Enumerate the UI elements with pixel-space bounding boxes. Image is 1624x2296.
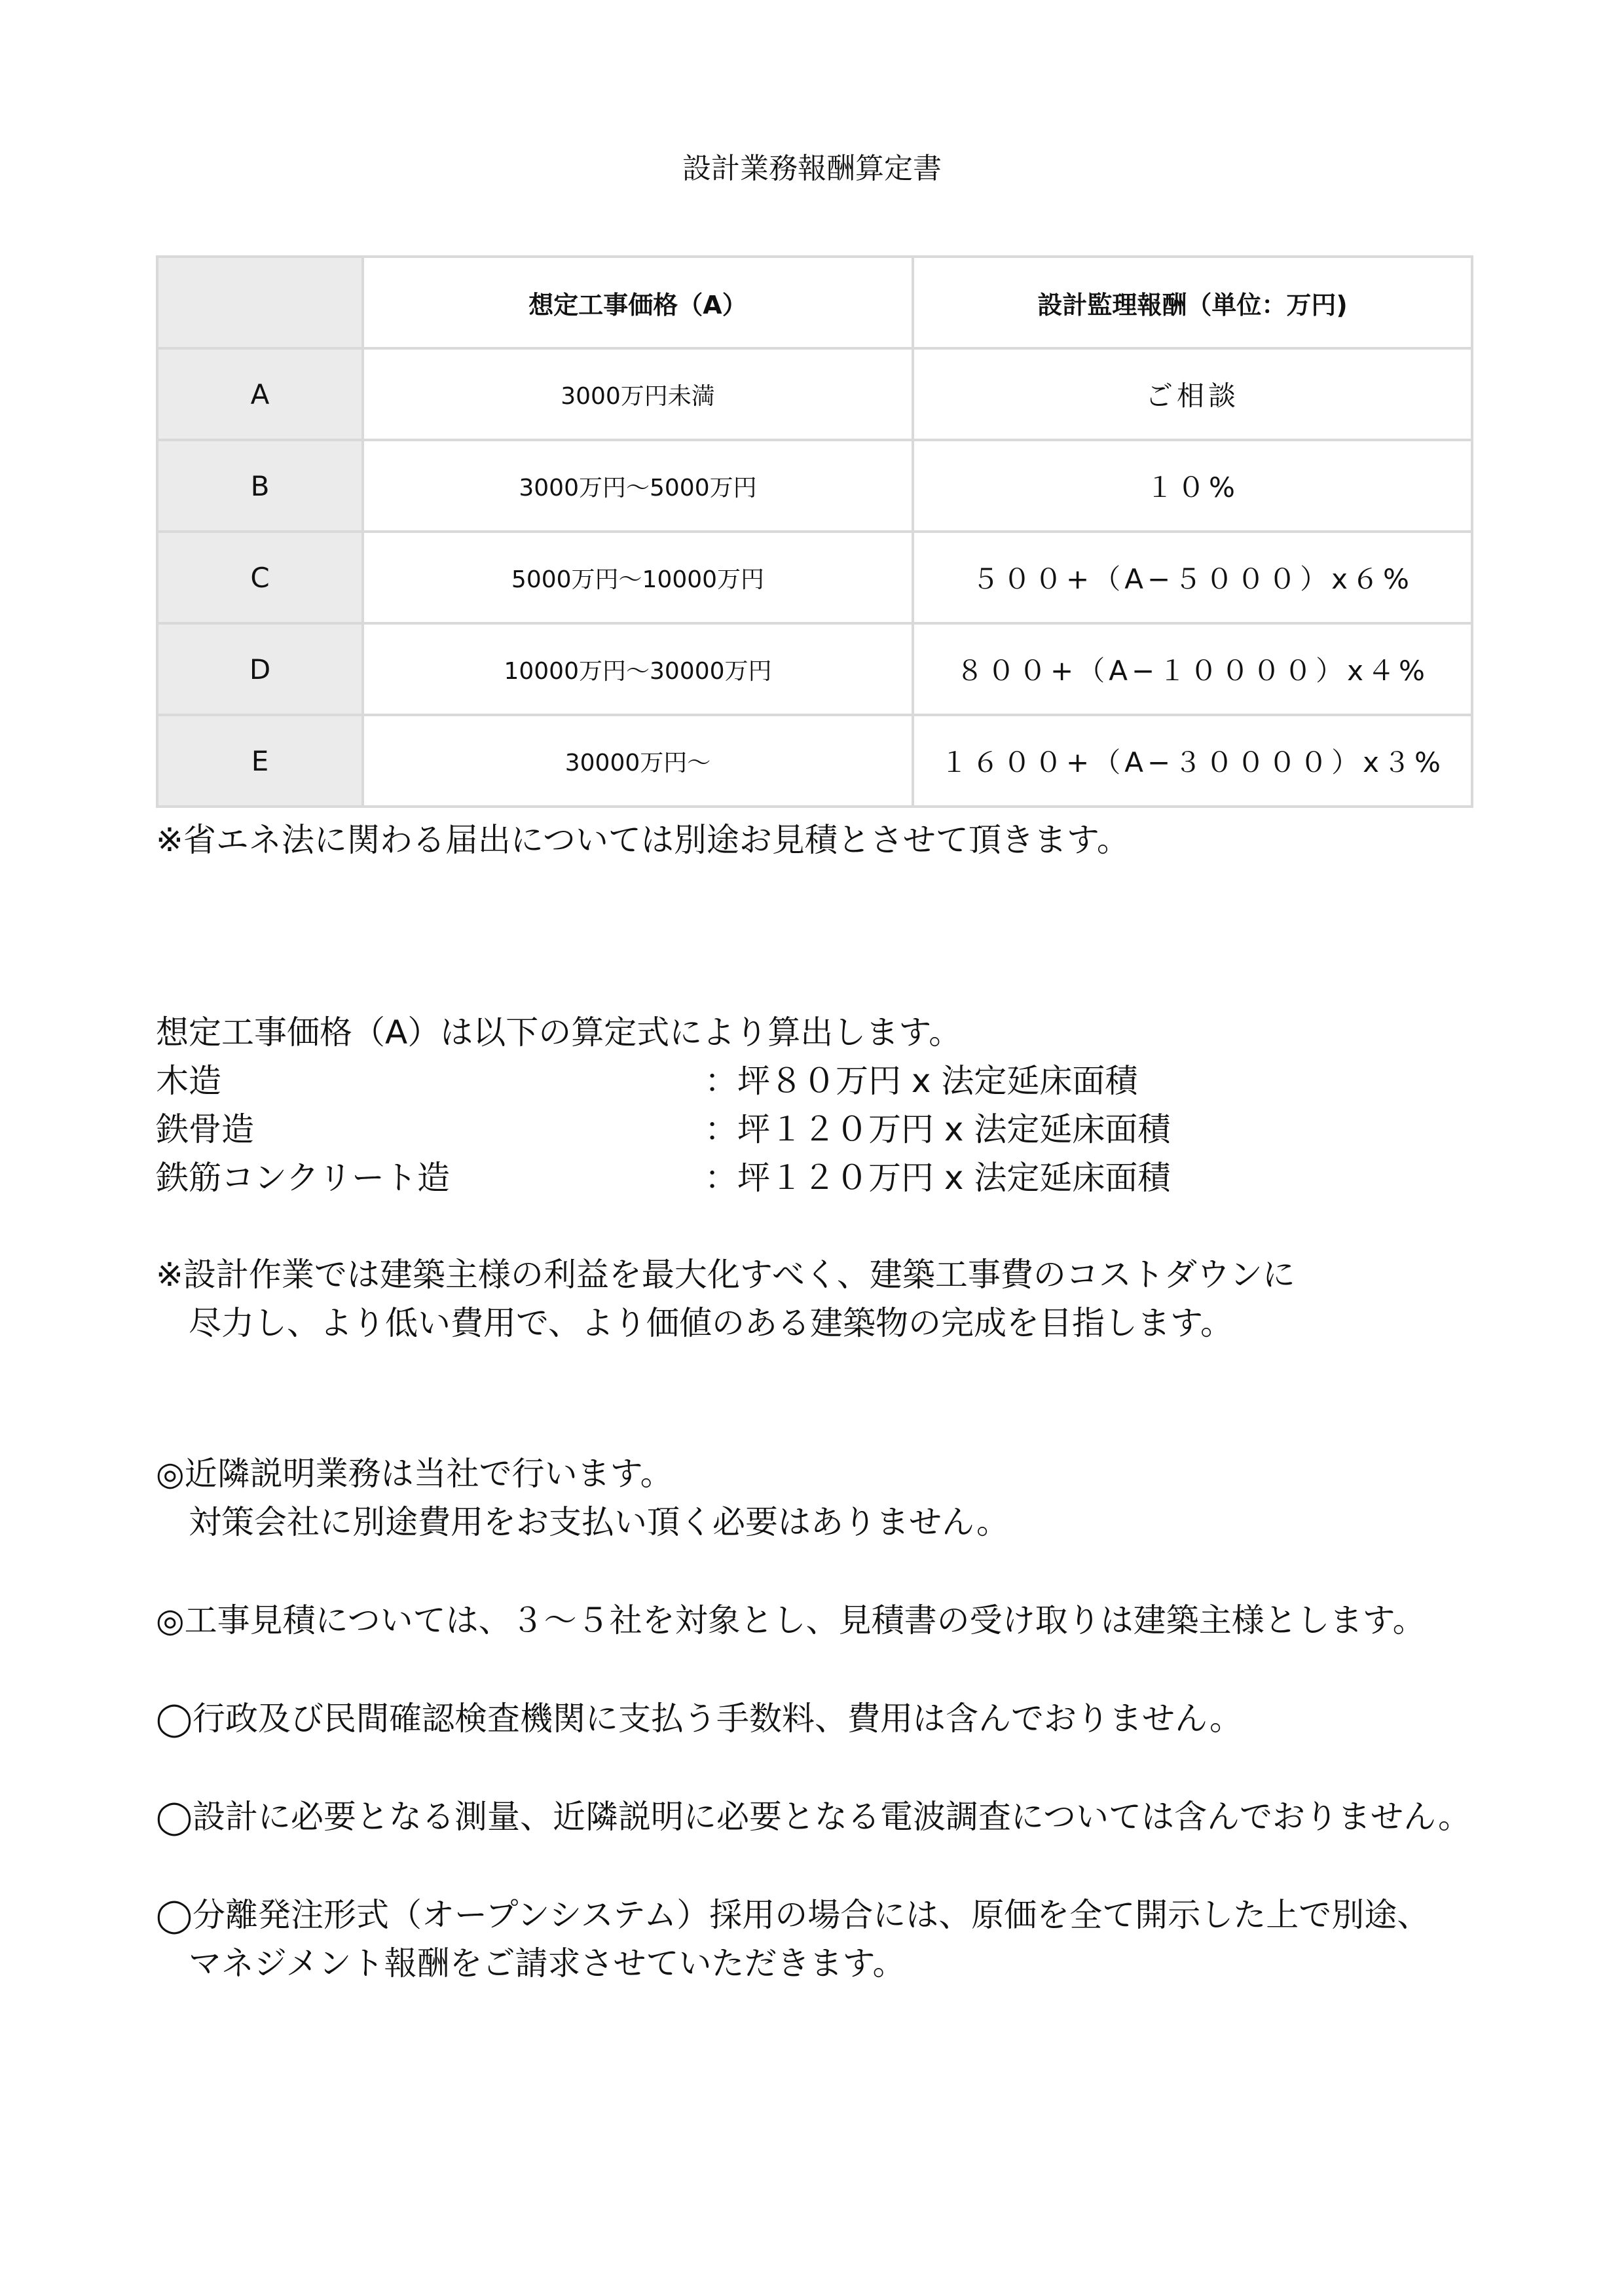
cost-note-line-1: ※設計作業では建築主様の利益を最大化すべく、建築工事費のコストダウンに [156,1256,1295,1294]
table-row [157,348,1472,440]
price-cell: 30000万円〜 [363,715,913,807]
price-cell: 3000万円〜5000万円 [363,440,913,532]
fee-table-header-row [157,257,1472,348]
price-cell: 5000万円〜10000万円 [363,532,913,623]
structure-formula: ：坪１２０万円 x 法定延床面積 [705,1159,1171,1197]
grade-cell: C [157,532,363,623]
fee-cell: ８００+（A−１００００）x４% [913,623,1472,715]
table-row [157,715,1472,807]
fee-cell: １０% [913,440,1472,532]
fee-table-corner [157,257,363,348]
price-cell: 3000万円未満 [363,348,913,440]
formula-item-rc [156,1155,1171,1201]
formula-item-steel [156,1106,1171,1152]
formula-intro: 想定工事価格（A）は以下の算定式により算出します。 [156,1013,962,1051]
structure-formula: ：坪８０万円 x 法定延床面積 [705,1062,1138,1100]
cost-note-line-2: 尽力し、より低い費用で、より価値のある建築物の完成を目指します。 [189,1304,1233,1342]
price-column-header: 想定工事価格（A） [363,257,913,348]
price-cell: 10000万円〜30000万円 [363,623,913,715]
structure-label: 鉄骨造 [156,1110,254,1148]
grade-cell: B [157,440,363,532]
fees-item: ◯行政及び民間確認検査機関に支払う手数料、費用は含んでおりません。 [156,1700,1242,1738]
open-system-item: ◯分離発注形式（オープンシステム）採用の場合には、原価を全て開示した上で別途、 [156,1896,1430,1934]
fee-column-header: 設計監理報酬（単位：万円) [913,257,1472,348]
energy-law-note: ※省エネ法に関わる届出については別途お見積とさせて頂きます。 [156,821,1130,859]
structure-label: 木造 [156,1062,221,1100]
structure-label: 鉄筋コンクリート造 [156,1159,450,1197]
document-title: 設計業務報酬算定書 [682,152,942,185]
formula-item-wood [156,1058,1138,1104]
table-row [157,532,1472,623]
grade-cell: A [157,348,363,440]
fee-cell: ５００+（A−５０００）x６% [913,532,1472,623]
grade-cell: D [157,623,363,715]
survey-item: ◯設計に必要となる測量、近隣説明に必要となる電波調査については含んでおりません。 [156,1798,1471,1836]
estimate-item: ◎工事見積については、３〜５社を対象とし、見積書の受け取りは建築主様とします。 [156,1601,1426,1639]
fee-cell: １６００+（A−３００００）x３% [913,715,1472,807]
table-row [157,623,1472,715]
grade-cell: E [157,715,363,807]
fee-cell: ご相談 [913,348,1472,440]
fee-table [156,255,1473,808]
structure-formula: ：坪１２０万円 x 法定延床面積 [705,1110,1171,1148]
open-system-item-detail: マネジメント報酬をご請求させていただきます。 [189,1944,906,1982]
table-row [157,440,1472,532]
neighbor-explanation-item-detail: 対策会社に別途費用をお支払い頂く必要はありません。 [189,1503,1009,1541]
neighbor-explanation-item: ◎近隣説明業務は当社で行います。 [156,1455,673,1493]
